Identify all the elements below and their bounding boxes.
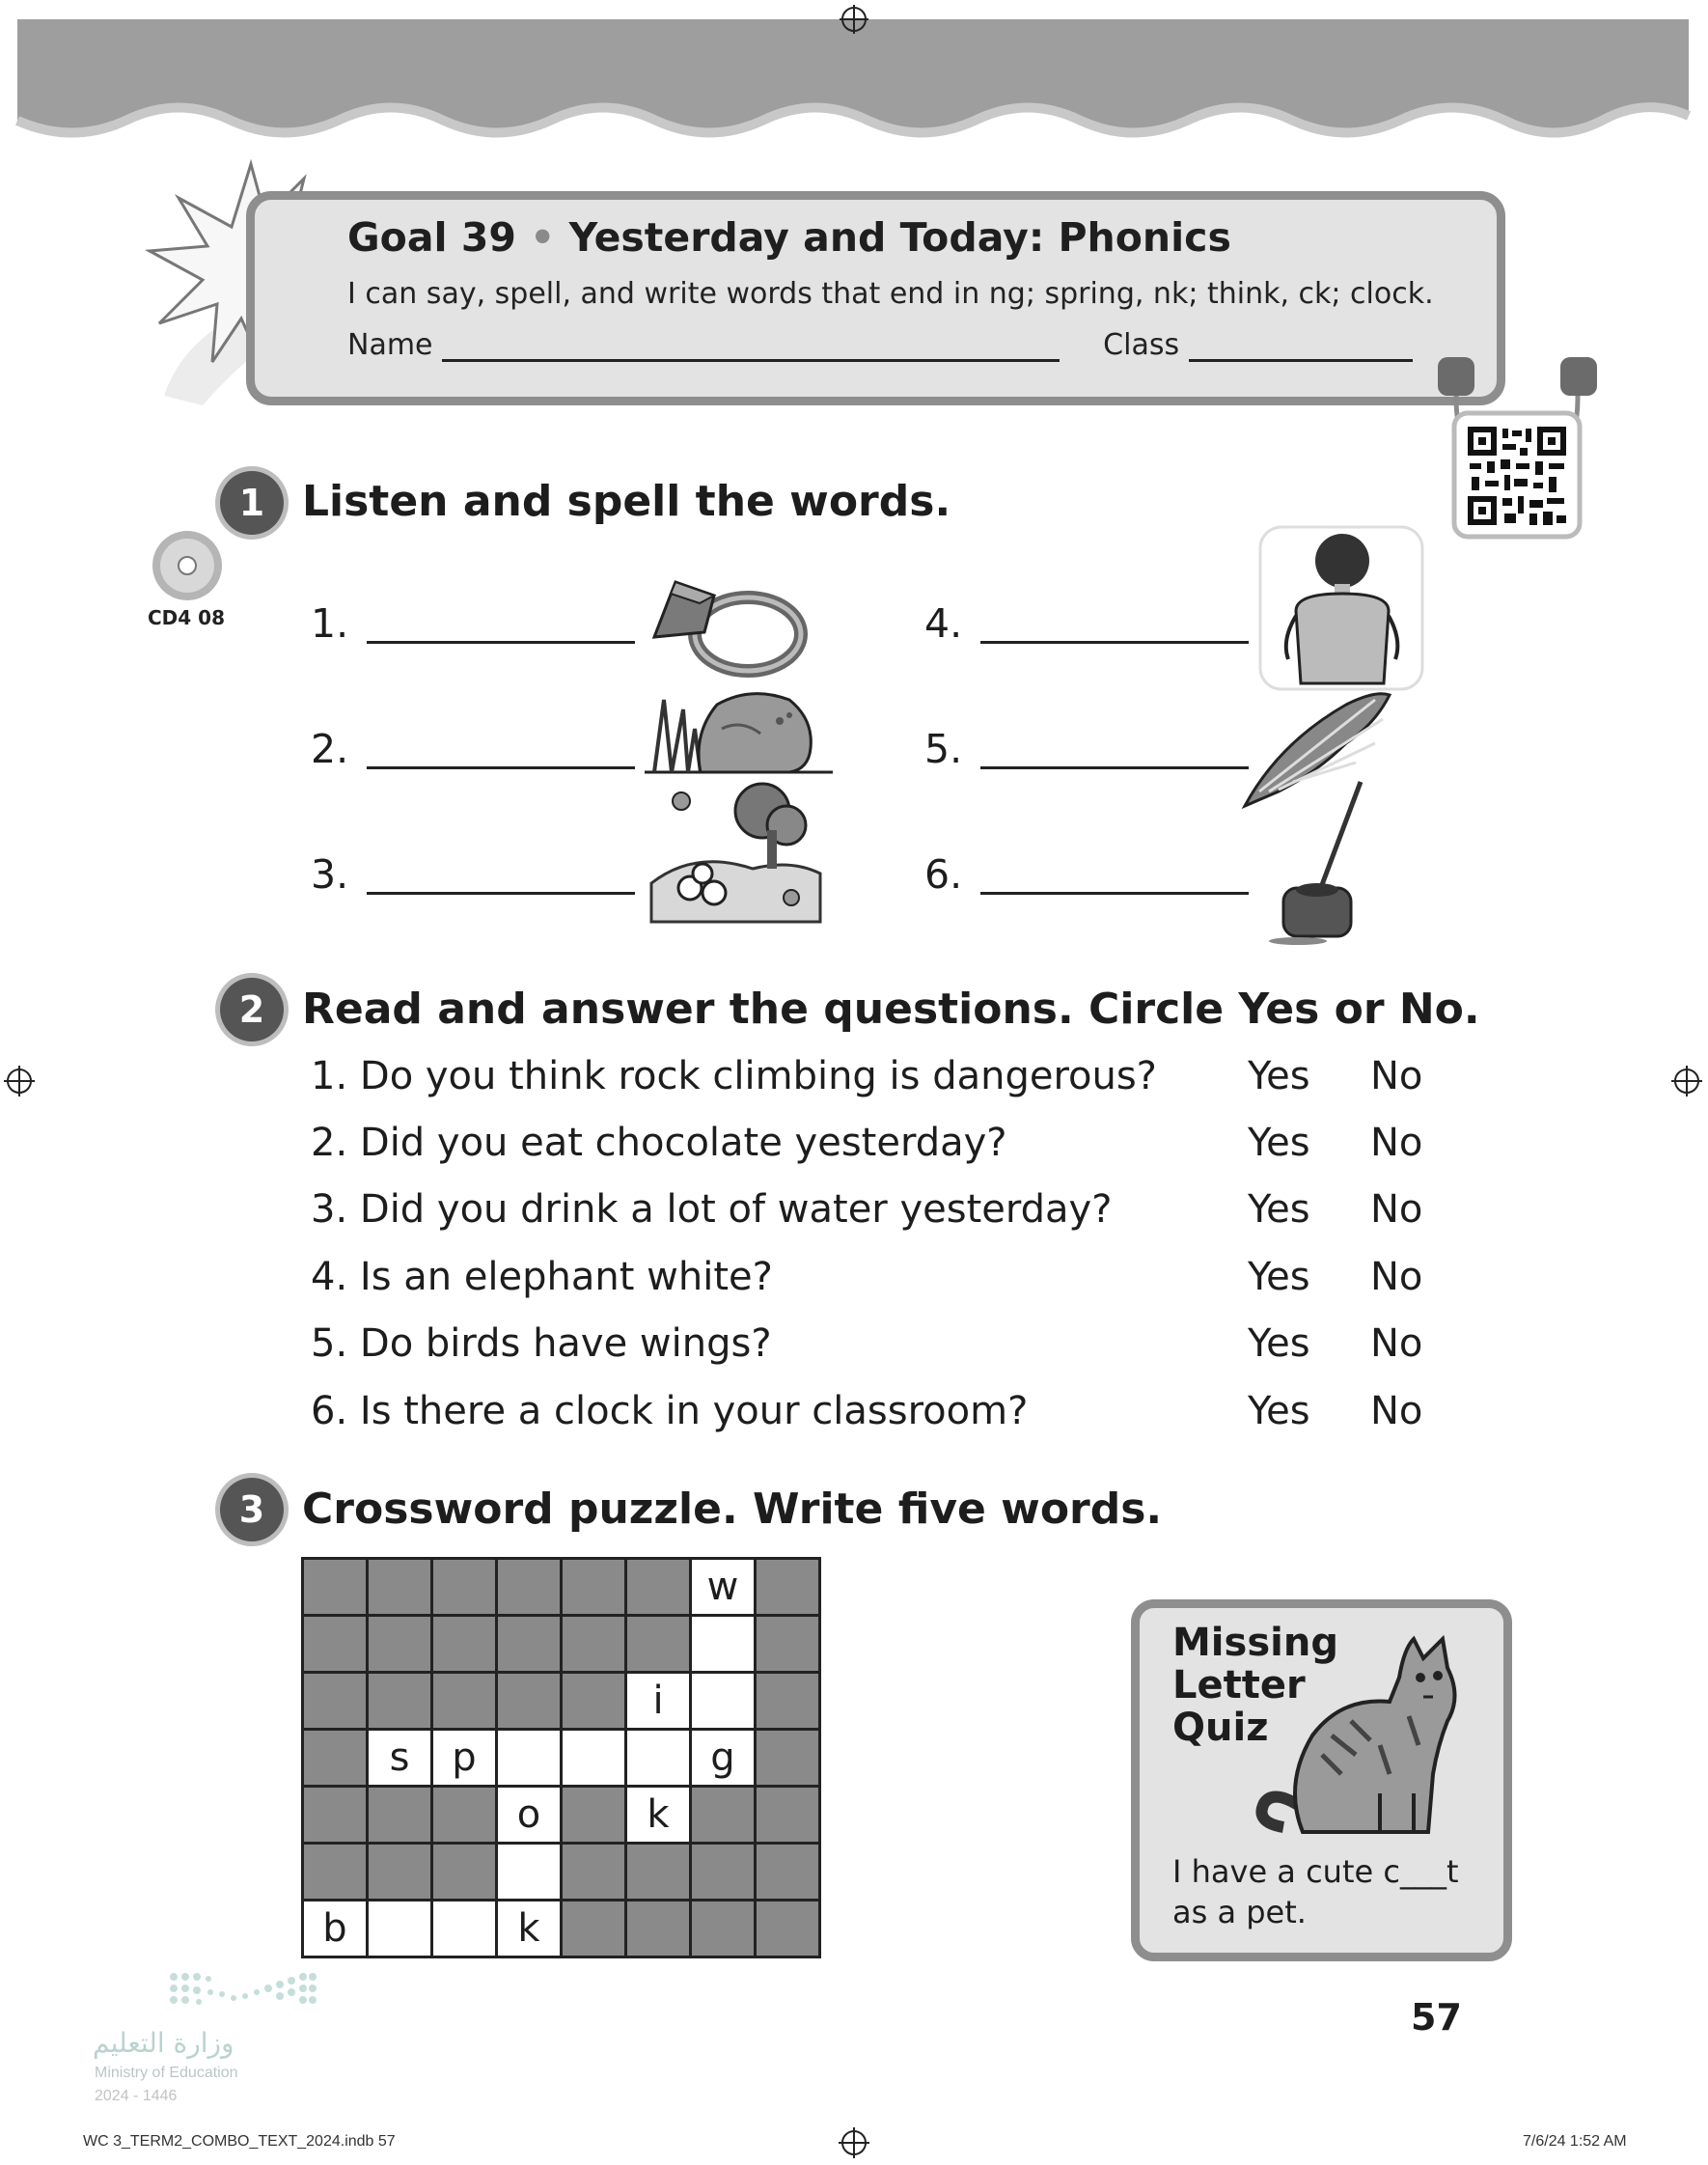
crossword-block-cell	[432, 1844, 497, 1901]
crossword-block-cell	[303, 1559, 368, 1616]
crossword-empty-cell[interactable]	[432, 1901, 497, 1957]
header-wave-banner	[0, 0, 1708, 154]
crossword-block-cell	[691, 1787, 756, 1844]
crossword-block-cell	[756, 1844, 820, 1901]
crossword-grid	[301, 1557, 821, 1958]
crossword-block-cell	[432, 1673, 497, 1730]
crossword-letter-cell[interactable]: k	[497, 1901, 562, 1957]
crossword-block-cell	[368, 1787, 432, 1844]
answer-yes-5[interactable]: Yes	[1248, 1321, 1310, 1366]
headphones-qr-icon[interactable]	[1433, 347, 1616, 550]
goal-description: I can say, spell, and write words that end in ng; spring, nk; think, ck; clock.	[347, 277, 1434, 311]
crossword-empty-cell[interactable]	[497, 1730, 562, 1787]
cat-icon	[1245, 1629, 1476, 1846]
item-6-answer-line[interactable]	[980, 892, 1249, 895]
item-5-answer-line[interactable]	[980, 766, 1249, 769]
section-1-title: Listen and spell the words.	[302, 477, 951, 526]
crossword-block-cell	[691, 1844, 756, 1901]
item-2-number: 2.	[311, 726, 349, 772]
crossword-block-cell	[562, 1787, 626, 1844]
crossword-letter-cell[interactable]: s	[368, 1730, 432, 1787]
crossword-block-cell	[562, 1673, 626, 1730]
question-2: 2. Did you eat chocolate yesterday?	[311, 1121, 1007, 1165]
crossword-block-cell	[303, 1787, 368, 1844]
name-class-row	[347, 328, 1413, 362]
crossword-block-cell	[303, 1616, 368, 1673]
name-field[interactable]	[442, 332, 1060, 362]
spring-meadow-icon	[647, 777, 825, 927]
crossword-block-cell	[756, 1787, 820, 1844]
crossword-block-cell	[756, 1901, 820, 1957]
footer-date: 7/6/24 1:52 AM	[1523, 2133, 1627, 2150]
answer-yes-6[interactable]: Yes	[1248, 1389, 1310, 1433]
crossword-empty-cell[interactable]	[562, 1730, 626, 1787]
crossword-empty-cell[interactable]	[691, 1673, 756, 1730]
class-label: Class	[1103, 328, 1180, 362]
rock-icon	[645, 680, 833, 777]
crossword-block-cell	[432, 1616, 497, 1673]
crossword-row	[303, 1673, 820, 1730]
crossword-block-cell	[562, 1844, 626, 1901]
answer-no-3[interactable]: No	[1370, 1187, 1423, 1232]
page-number: 57	[1411, 1996, 1462, 2039]
crossword-block-cell	[626, 1901, 691, 1957]
answer-yes-4[interactable]: Yes	[1248, 1255, 1310, 1299]
registration-mark-right-icon	[1667, 1062, 1706, 1100]
crossword-letter-cell[interactable]: b	[303, 1901, 368, 1957]
crossword-block-cell	[432, 1559, 497, 1616]
crossword-block-cell	[303, 1844, 368, 1901]
answer-no-5[interactable]: No	[1370, 1321, 1423, 1366]
crossword-block-cell	[756, 1673, 820, 1730]
item-3-number: 3.	[311, 851, 349, 898]
item-3-answer-line[interactable]	[367, 892, 635, 895]
item-4-number: 4.	[924, 600, 963, 647]
crossword-block-cell	[562, 1559, 626, 1616]
answer-yes-2[interactable]: Yes	[1248, 1121, 1310, 1165]
section-2-number: 2	[220, 978, 284, 1041]
ministry-name-arabic: وزارة التعليم	[93, 2027, 234, 2059]
item-2-answer-line[interactable]	[367, 766, 635, 769]
crossword-block-cell	[432, 1787, 497, 1844]
crossword-empty-cell[interactable]	[691, 1616, 756, 1673]
crossword-row	[303, 1559, 820, 1616]
crossword-row	[303, 1901, 820, 1957]
answer-no-4[interactable]: No	[1370, 1255, 1423, 1299]
crossword-block-cell	[368, 1559, 432, 1616]
crossword-block-cell	[497, 1559, 562, 1616]
item-1-answer-line[interactable]	[367, 641, 635, 644]
section-1-number: 1	[220, 471, 284, 535]
section-3-number: 3	[220, 1478, 284, 1541]
crossword-block-cell	[303, 1730, 368, 1787]
crossword-block-cell	[756, 1616, 820, 1673]
answer-yes-3[interactable]: Yes	[1248, 1187, 1310, 1232]
answer-no-1[interactable]: No	[1370, 1054, 1423, 1098]
ink-icon	[1264, 777, 1370, 946]
crossword-block-cell	[691, 1901, 756, 1957]
crossword-block-cell	[562, 1901, 626, 1957]
crossword-block-cell	[562, 1616, 626, 1673]
ministry-name-english: Ministry of Education	[95, 2065, 238, 2081]
registration-mark-bottom-icon	[835, 2123, 873, 2162]
section-3-title: Crossword puzzle. Write five words.	[302, 1485, 1163, 1534]
item-4-answer-line[interactable]	[980, 641, 1249, 644]
back-icon	[1257, 524, 1426, 693]
ministry-year: 2024 - 1446	[95, 2088, 178, 2104]
quiz-text: I have a cute c___t as a pet.	[1172, 1853, 1459, 1930]
crossword-empty-cell[interactable]	[497, 1844, 562, 1901]
answer-yes-1[interactable]: Yes	[1248, 1054, 1310, 1098]
item-6-number: 6.	[924, 851, 963, 898]
crossword-letter-cell[interactable]: k	[626, 1787, 691, 1844]
crossword-block-cell	[626, 1559, 691, 1616]
crossword-letter-cell[interactable]: g	[691, 1730, 756, 1787]
crossword-block-cell	[368, 1616, 432, 1673]
quiz-title: Missing Letter Quiz	[1172, 1621, 1338, 1750]
crossword-block-cell	[497, 1673, 562, 1730]
crossword-block-cell	[368, 1844, 432, 1901]
question-1: 1. Do you think rock climbing is dangerous?	[311, 1054, 1157, 1098]
crossword-row	[303, 1730, 820, 1787]
goal-title: Goal 39 • Yesterday and Today: Phonics	[347, 214, 1231, 261]
cd-track-label: CD4 08	[148, 606, 225, 629]
question-6: 6. Is there a clock in your classroom?	[311, 1389, 1029, 1433]
class-field[interactable]	[1189, 332, 1413, 362]
ministry-logo-icon	[166, 1969, 320, 2019]
question-3: 3. Did you drink a lot of water yesterday?	[311, 1187, 1113, 1232]
crossword-row	[303, 1844, 820, 1901]
crossword-block-cell	[626, 1616, 691, 1673]
section-2-title: Read and answer the questions. Circle Yes or No.	[302, 985, 1480, 1034]
registration-mark-left-icon	[0, 1062, 39, 1100]
footer-file-info: WC 3_TERM2_COMBO_TEXT_2024.indb 57	[83, 2133, 396, 2150]
question-4: 4. Is an elephant white?	[311, 1255, 773, 1299]
crossword-row	[303, 1787, 820, 1844]
crossword-block-cell	[756, 1730, 820, 1787]
name-label: Name	[347, 328, 433, 362]
crossword-letter-cell[interactable]: o	[497, 1787, 562, 1844]
cd-icon	[147, 529, 224, 606]
crossword-block-cell	[497, 1616, 562, 1673]
crossword-empty-cell[interactable]	[626, 1730, 691, 1787]
crossword-block-cell	[303, 1673, 368, 1730]
crossword-letter-cell[interactable]: p	[432, 1730, 497, 1787]
answer-no-6[interactable]: No	[1370, 1389, 1423, 1433]
answer-no-2[interactable]: No	[1370, 1121, 1423, 1165]
question-5: 5. Do birds have wings?	[311, 1321, 772, 1366]
crossword-row	[303, 1616, 820, 1673]
crossword-letter-cell[interactable]: i	[626, 1673, 691, 1730]
item-5-number: 5.	[924, 726, 963, 772]
ring-icon	[647, 574, 811, 680]
crossword-letter-cell[interactable]: w	[691, 1559, 756, 1616]
crossword-block-cell	[756, 1559, 820, 1616]
item-1-number: 1.	[311, 600, 349, 647]
crossword-block-cell	[368, 1673, 432, 1730]
crossword-block-cell	[626, 1844, 691, 1901]
crossword-empty-cell[interactable]	[368, 1901, 432, 1957]
